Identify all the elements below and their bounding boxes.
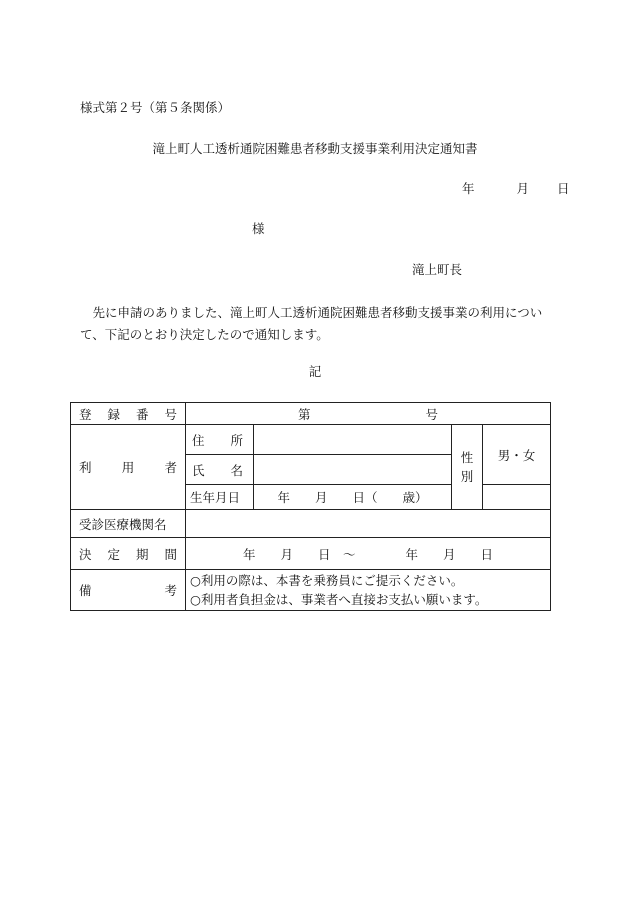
period-label: 決 定 期 間 xyxy=(79,546,177,562)
registration-label-cell xyxy=(71,403,186,425)
remarks-cell xyxy=(186,570,551,611)
registration-number-cell[interactable] xyxy=(186,403,551,425)
issue-date xyxy=(462,183,570,196)
date-day-label: 日 xyxy=(557,181,570,196)
address-label-cell xyxy=(186,425,254,455)
address-label: 住 所 xyxy=(192,432,243,448)
remarks-line-1: ○利用の際は、本書を乗務員にご提示ください。 xyxy=(190,573,464,588)
remarks-label-cell xyxy=(71,570,186,611)
registration-prefix: 第 xyxy=(298,406,311,422)
decision-table xyxy=(70,402,551,611)
name-label-cell xyxy=(186,455,254,485)
gender-options[interactable]: 男・女 xyxy=(483,425,551,485)
date-year-label: 年 xyxy=(462,181,475,196)
gender-label-cell xyxy=(452,425,483,510)
document-title: 滝上町人工透析通院困難患者移動支援事業利用決定通知書 xyxy=(152,141,478,156)
clinic-label-cell xyxy=(71,510,186,538)
ki-heading: 記 xyxy=(308,364,322,379)
address-field[interactable] xyxy=(254,425,452,455)
user-label: 利 用 者 xyxy=(79,460,177,475)
body-text: 先に申請のありました、滝上町人工透析通院困難患者移動支援事業の利用について、下記のとおり決定したので通知します。 xyxy=(80,305,543,342)
issuer-name: 滝上町長 xyxy=(412,262,463,277)
addressee-suffix: 様 xyxy=(252,221,265,236)
form-number: 様式第２号（第５条関係） xyxy=(80,100,231,115)
gender-empty-cell xyxy=(483,485,551,510)
dob-field[interactable]: 年 月 日（ 歳） xyxy=(254,485,452,510)
dob-label-cell xyxy=(186,485,254,510)
registration-suffix: 号 xyxy=(425,406,439,422)
period-label-cell xyxy=(71,538,186,570)
period-field[interactable]: 年 月 日 ～ 年 月 日 xyxy=(186,538,551,570)
remarks-line-2: ○利用者負担金は、事業者へ直接お支払い願います。 xyxy=(190,592,488,607)
registration-label: 登 録 番 号 xyxy=(79,406,177,422)
clinic-label: 受診医療機関名 xyxy=(79,516,167,532)
dob-label: 生年月日 xyxy=(190,490,241,505)
clinic-field[interactable] xyxy=(186,510,551,538)
date-month-label: 月 xyxy=(516,181,530,196)
remarks-label: 備 考 xyxy=(79,583,177,598)
name-label: 氏 名 xyxy=(192,462,243,478)
user-label-cell xyxy=(71,425,186,510)
gender-label: 性 別 xyxy=(460,450,474,484)
name-field[interactable] xyxy=(254,455,452,485)
